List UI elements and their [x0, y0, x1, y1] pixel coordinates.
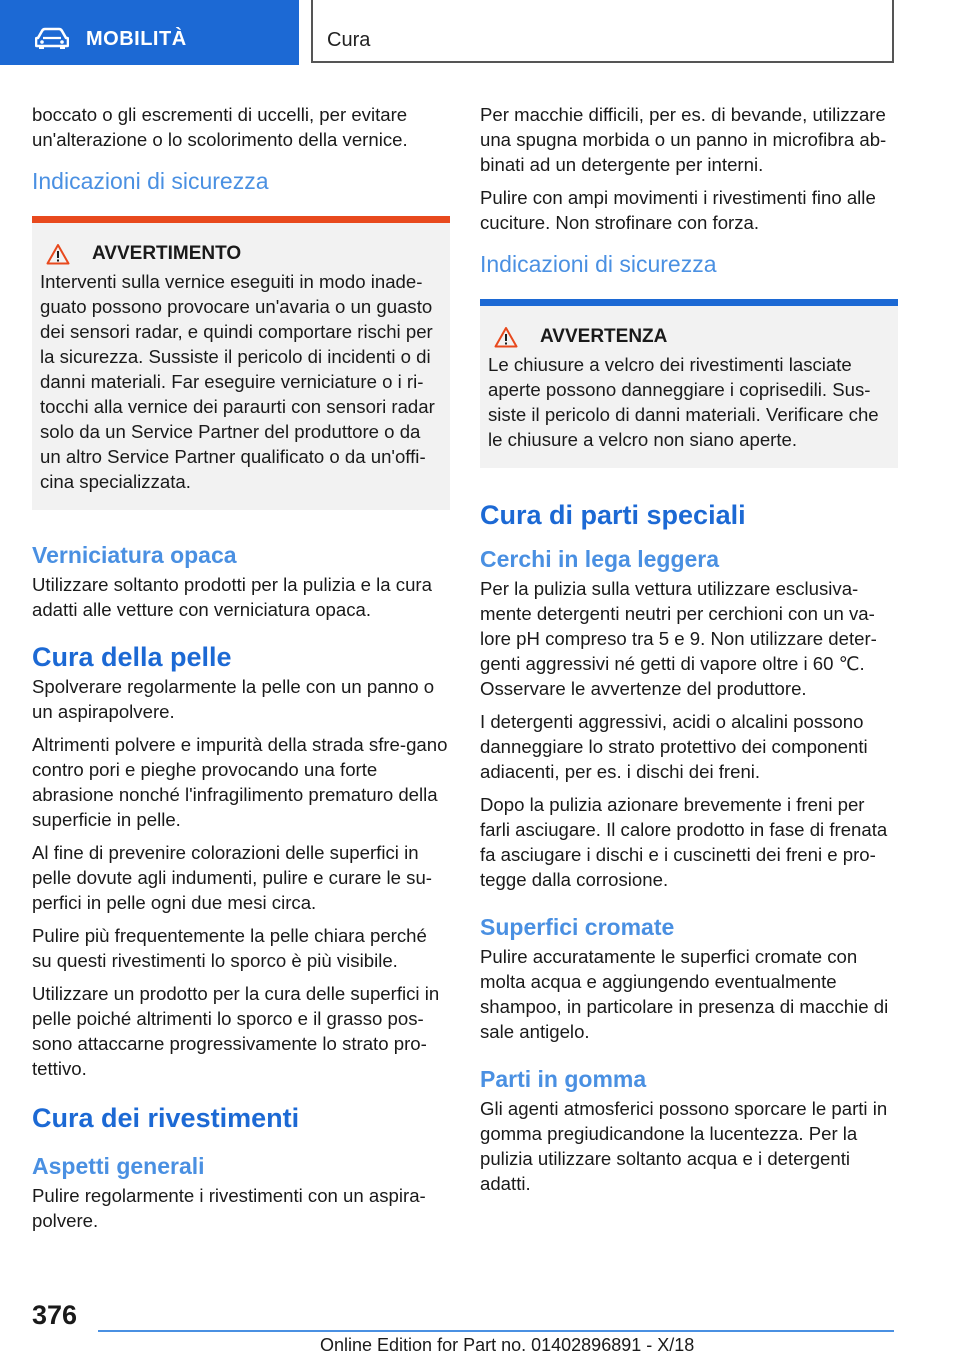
- alloy-paragraph: I detergenti aggressivi, acidi o alcalini possono danneggiare lo strato protettivo dei componenti adiacenti, per es. i dischi dei freni.: [480, 711, 868, 782]
- chrome-surfaces-text: Pulire accuratamente le superfici cromate con molta acqua e aggiungendo eventualmente shampoo, in particolare in presenza di macchie di sale antigelo.: [480, 946, 889, 1042]
- warning-text: Interventi sulla vernice eseguiti in modo inade‐guato possono provocare un'avaria o un guasto dei sensori radar, e quindi comportare rischi per la sicurezza. Sussiste il pericolo di incidenti o di danni materiali. Far eseguire verniciature o i ri‐tocchi alla vernice dei paraurti con sensori radar solo da un Service Partner del produttore o da un altro Service Partner qualificato o da un'offi‐cina specializzata.: [40, 271, 435, 492]
- safety-heading: Indicazioni di sicurezza: [480, 251, 717, 277]
- matte-paint-heading: Verniciatura opaca: [32, 542, 237, 568]
- page-number: 376: [32, 1300, 78, 1330]
- warning-triangle-icon: [494, 326, 518, 348]
- cleaning-paragraph: Pulire con ampi movimenti i rivestimenti fino alle cuciture. Non strofinare con forza.: [480, 187, 876, 233]
- rubber-parts-text: Gli agenti atmosferici possono sporcare le parti in gomma pregiudicandone la lucentezza. Per la pulizia utilizzare soltanto acqua e i detergenti adatti.: [480, 1098, 888, 1194]
- leather-paragraph: Pulire più frequentemente la pelle chiara perché su questi rivestimenti lo sporco è più visibile.: [32, 925, 427, 971]
- leather-care-heading: Cura della pelle: [32, 642, 232, 672]
- leather-paragraph: Spolverare regolarmente la pelle con un panno o un aspirapolvere.: [32, 676, 435, 722]
- intro-paragraph: boccato o gli escrementi di uccelli, per evitare un'alterazione o lo scolorimento della vernice.: [32, 104, 408, 150]
- alloy-paragraph: Dopo la pulizia azionare brevemente i freni per farli asciugare. Il calore prodotto in fase di frenata fa asciugare i dischi e i cuscinetti dei freni e pro‐tegge dalla corrosione.: [480, 794, 888, 890]
- warning-box: [32, 216, 450, 510]
- general-aspects-text: Pulire regolarmente i rivestimenti con un aspira‐polvere.: [32, 1185, 426, 1231]
- alloy-paragraph: Per la pulizia sulla vettura utilizzare esclusiva‐mente detergenti neutri per cerchioni con un va‐lore pH compreso tra 5 e 9. Non utilizzare deter‐genti aggressivi né getti di vapore oltre i 60 ℃. Osservare le avvertenze del produttore.: [480, 578, 877, 699]
- warning-title-row: [40, 241, 442, 267]
- caution-title-row: [488, 324, 890, 350]
- chapter-header: [311, 0, 894, 63]
- warning-triangle-icon: [46, 243, 70, 265]
- matte-paint-text: Utilizzare soltanto prodotti per la pulizia e la cura adatti alle vetture con verniciatura opaca.: [32, 574, 432, 620]
- chapter-title: Cura: [327, 29, 371, 51]
- footer-divider: [98, 1330, 894, 1332]
- caution-title: AVVERTENZA: [540, 326, 668, 347]
- stain-paragraph: Per macchie difficili, per es. di bevande, utilizzare una spugna morbida o un panno in microfibra ab‐binati ad un detergente per interni.: [480, 104, 887, 175]
- leather-paragraph: Utilizzare un prodotto per la cura delle superfici in pelle poiché altrimenti lo sporco e il grasso pos‐sono attaccarne progressivamente lo strato pro‐tettivo.: [32, 983, 440, 1079]
- caution-text: Le chiusure a velcro dei rivestimenti lasciate aperte possono danneggiare i coprisedili. Sus‐siste il pericolo di danni materiali. Verificare che le chiusure a velcro non siano aperte.: [488, 354, 879, 450]
- car-icon: [35, 27, 69, 49]
- leather-paragraph: Altrimenti polvere e impurità della strada sfre‐gano contro pori e pieghe provocando una forte abrasione nonché l'infragilimento prematuro della superficie in pelle.: [32, 734, 448, 830]
- alloy-wheels-heading: Cerchi in lega leggera: [480, 546, 720, 572]
- right-column: [480, 102, 898, 1204]
- warning-title: AVVERTIMENTO: [92, 243, 242, 264]
- upholstery-heading: Cura dei rivestimenti: [32, 1103, 300, 1133]
- section-tab-label: MOBILITÀ: [86, 28, 187, 50]
- caution-box: [480, 299, 898, 468]
- rubber-parts-heading: Parti in gomma: [480, 1066, 647, 1092]
- safety-heading: Indicazioni di sicurezza: [32, 168, 269, 194]
- left-column: [32, 102, 450, 1241]
- section-tab[interactable]: [0, 0, 299, 65]
- special-parts-heading: Cura di parti speciali: [480, 500, 746, 530]
- leather-paragraph: Al fine di prevenire colorazioni delle superfici in pelle dovute agli indumenti, pulire e curare le su‐perfici in pelle ogni due mesi circa.: [32, 842, 432, 913]
- edition-footer: Online Edition for Part no. 01402896891 - X/18: [320, 1335, 695, 1355]
- chrome-surfaces-heading: Superfici cromate: [480, 914, 675, 940]
- general-aspects-heading: Aspetti generali: [32, 1153, 205, 1179]
